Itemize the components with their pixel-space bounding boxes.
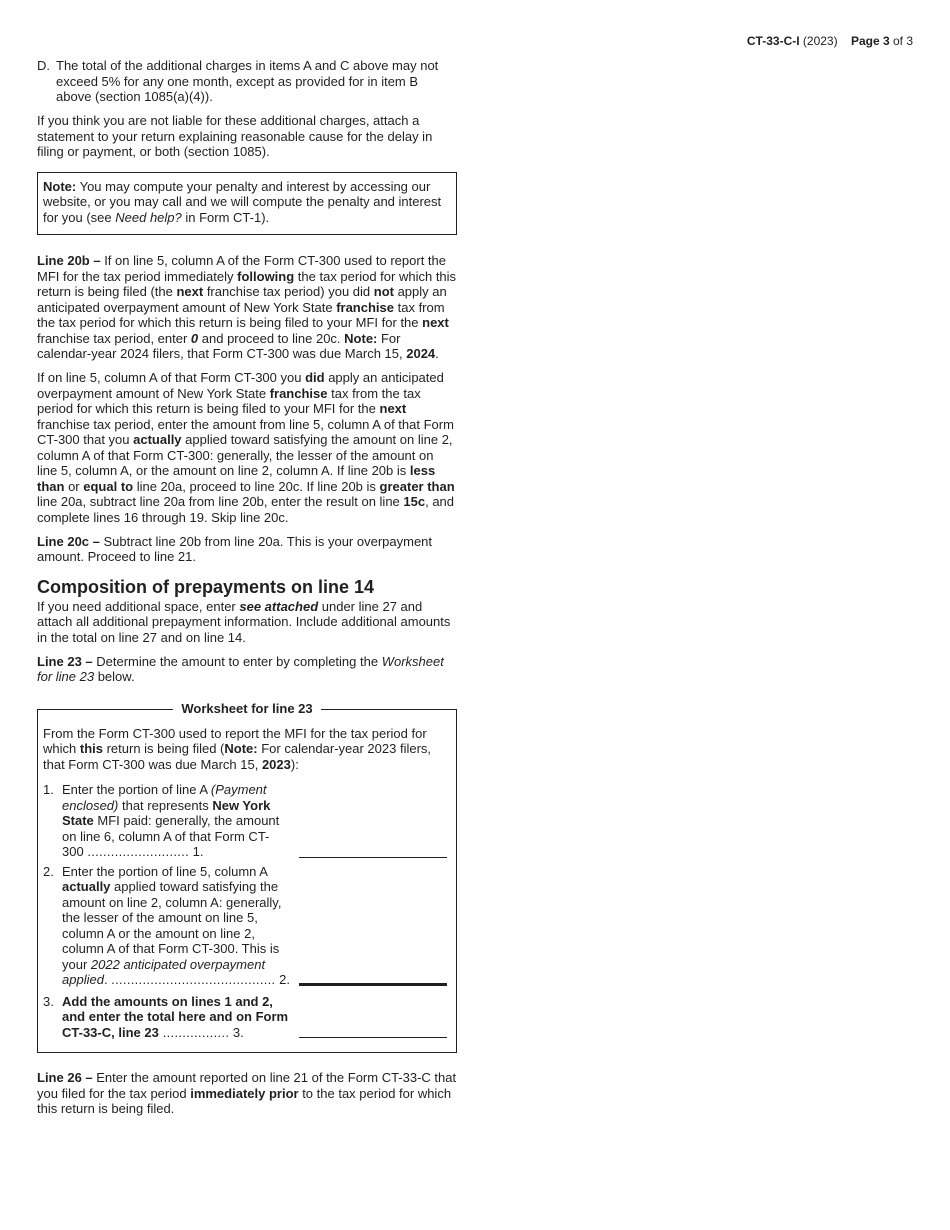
line-20c-paragraph: Line 20c – Subtract line 20b from line 20a. This is your overpayment amount. Proceed to line 21. <box>37 533 433 564</box>
note-label: Note: <box>43 178 77 194</box>
worksheet-line-2-entry[interactable] <box>299 969 447 986</box>
worksheet-line-3-entry[interactable] <box>299 1023 447 1038</box>
page-header <box>747 34 913 48</box>
worksheet-item-3: 3. Add the amounts on lines 1 and 2, and enter the total here and on Form CT-33-C, line 23 ................. 3. <box>43 994 451 1041</box>
line-23-paragraph: Line 23 – Determine the amount to enter by completing the Worksheet for line 23 below. <box>37 653 444 684</box>
instructions-column <box>37 58 457 1125</box>
worksheet-title: Worksheet for line 23 <box>173 701 320 716</box>
note-box: Note: You may compute your penalty and interest by accessing our website, or you may call and we will compute the penalty and interest for you (see Need help? in Form CT-1). <box>37 172 457 236</box>
form-id: CT-33-C-I <box>746 34 800 48</box>
form-year: (2023) <box>802 34 838 48</box>
worksheet-intro: From the Form CT-300 used to report the MFI for the tax period for which this return is being filed (Note: For calendar-year 2023 filers, that Form CT-300 was due March 15, 2023): <box>43 725 432 772</box>
section-heading: Composition of prepayments on line 14 <box>37 576 375 597</box>
reasonable-cause-paragraph: If you think you are not liable for these additional charges, attach a statement to your return explaining reasonable cause for the delay in filing or payment, or both (section 1085). <box>37 113 433 159</box>
worksheet-item-2: 2. Enter the portion of line 5, column A actually applied toward satisfying the amount on line 2, column A: generally, the lesser of the amount on line 5, column A or the amount on line 2, column A of that Form CT-300. This is your 2022 anticipated overpayment applied. .......................................... 2. <box>43 864 451 988</box>
page-number: Page 3 <box>850 34 890 48</box>
worksheet-line-23 <box>37 700 457 1054</box>
worksheet-line-1-entry[interactable] <box>299 843 447 858</box>
line-26-paragraph: Line 26 – Enter the amount reported on line 21 of the Form CT-33-C that you filed for the tax period immediately prior to the tax period for which this return is being filed. <box>37 1070 457 1116</box>
item-d-label: D. <box>37 58 50 73</box>
item-d-text: The total of the additional charges in items A and C above may not exceed 5% for any one month, except as provided for in item B above (section 1085(a)(4)). <box>56 58 439 104</box>
line-20b-paragraph: Line 20b – If on line 5, column A of the Form CT-300 used to report the MFI for the tax period immediately following the tax period for which this return is being filed (the next franchise tax period) you did not apply an anticipated overpayment amount of New York State franchise tax from the tax period for which this return is being filed to your MFI for the next franchise tax period, enter 0 and proceed to line 20c. Note: For calendar-year 2024 filers, that Form CT-300 was due March 15, 2024. <box>37 253 457 361</box>
item-d <box>37 58 457 105</box>
composition-paragraph: If you need additional space, enter see attached under line 27 and attach all additional prepayment information. Include additional amounts in the total on line 27 and on line 14. <box>37 598 451 645</box>
page-total: of 3 <box>892 34 913 48</box>
line-20b-did-apply-paragraph: If on line 5, column A of that Form CT-300 you did apply an anticipated overpayment amount of New York State franchise tax from the tax period for which this return is being filed to your MFI for the next franchise tax period, enter the amount from line 5, column A of that Form CT-300 that you actually applied toward satisfying the amount on line 2, column A of that Form CT-300: generally, the lesser of the amount on line 5, column A, or the amount on line 2, column A. If line 20b is less than or equal to line 20a, proceed to line 20c. If line 20b is greater than line 20a, subtract line 20a from line 20b, enter the result on line 15c, and complete lines 16 through 19. Skip line 20c. <box>37 370 455 525</box>
worksheet-item-1: 1. Enter the portion of line A (Payment enclosed) that represents New York State MFI paid: generally, the amount on line 6, column A of that Form CT-300 .......................... 1. <box>43 782 451 860</box>
